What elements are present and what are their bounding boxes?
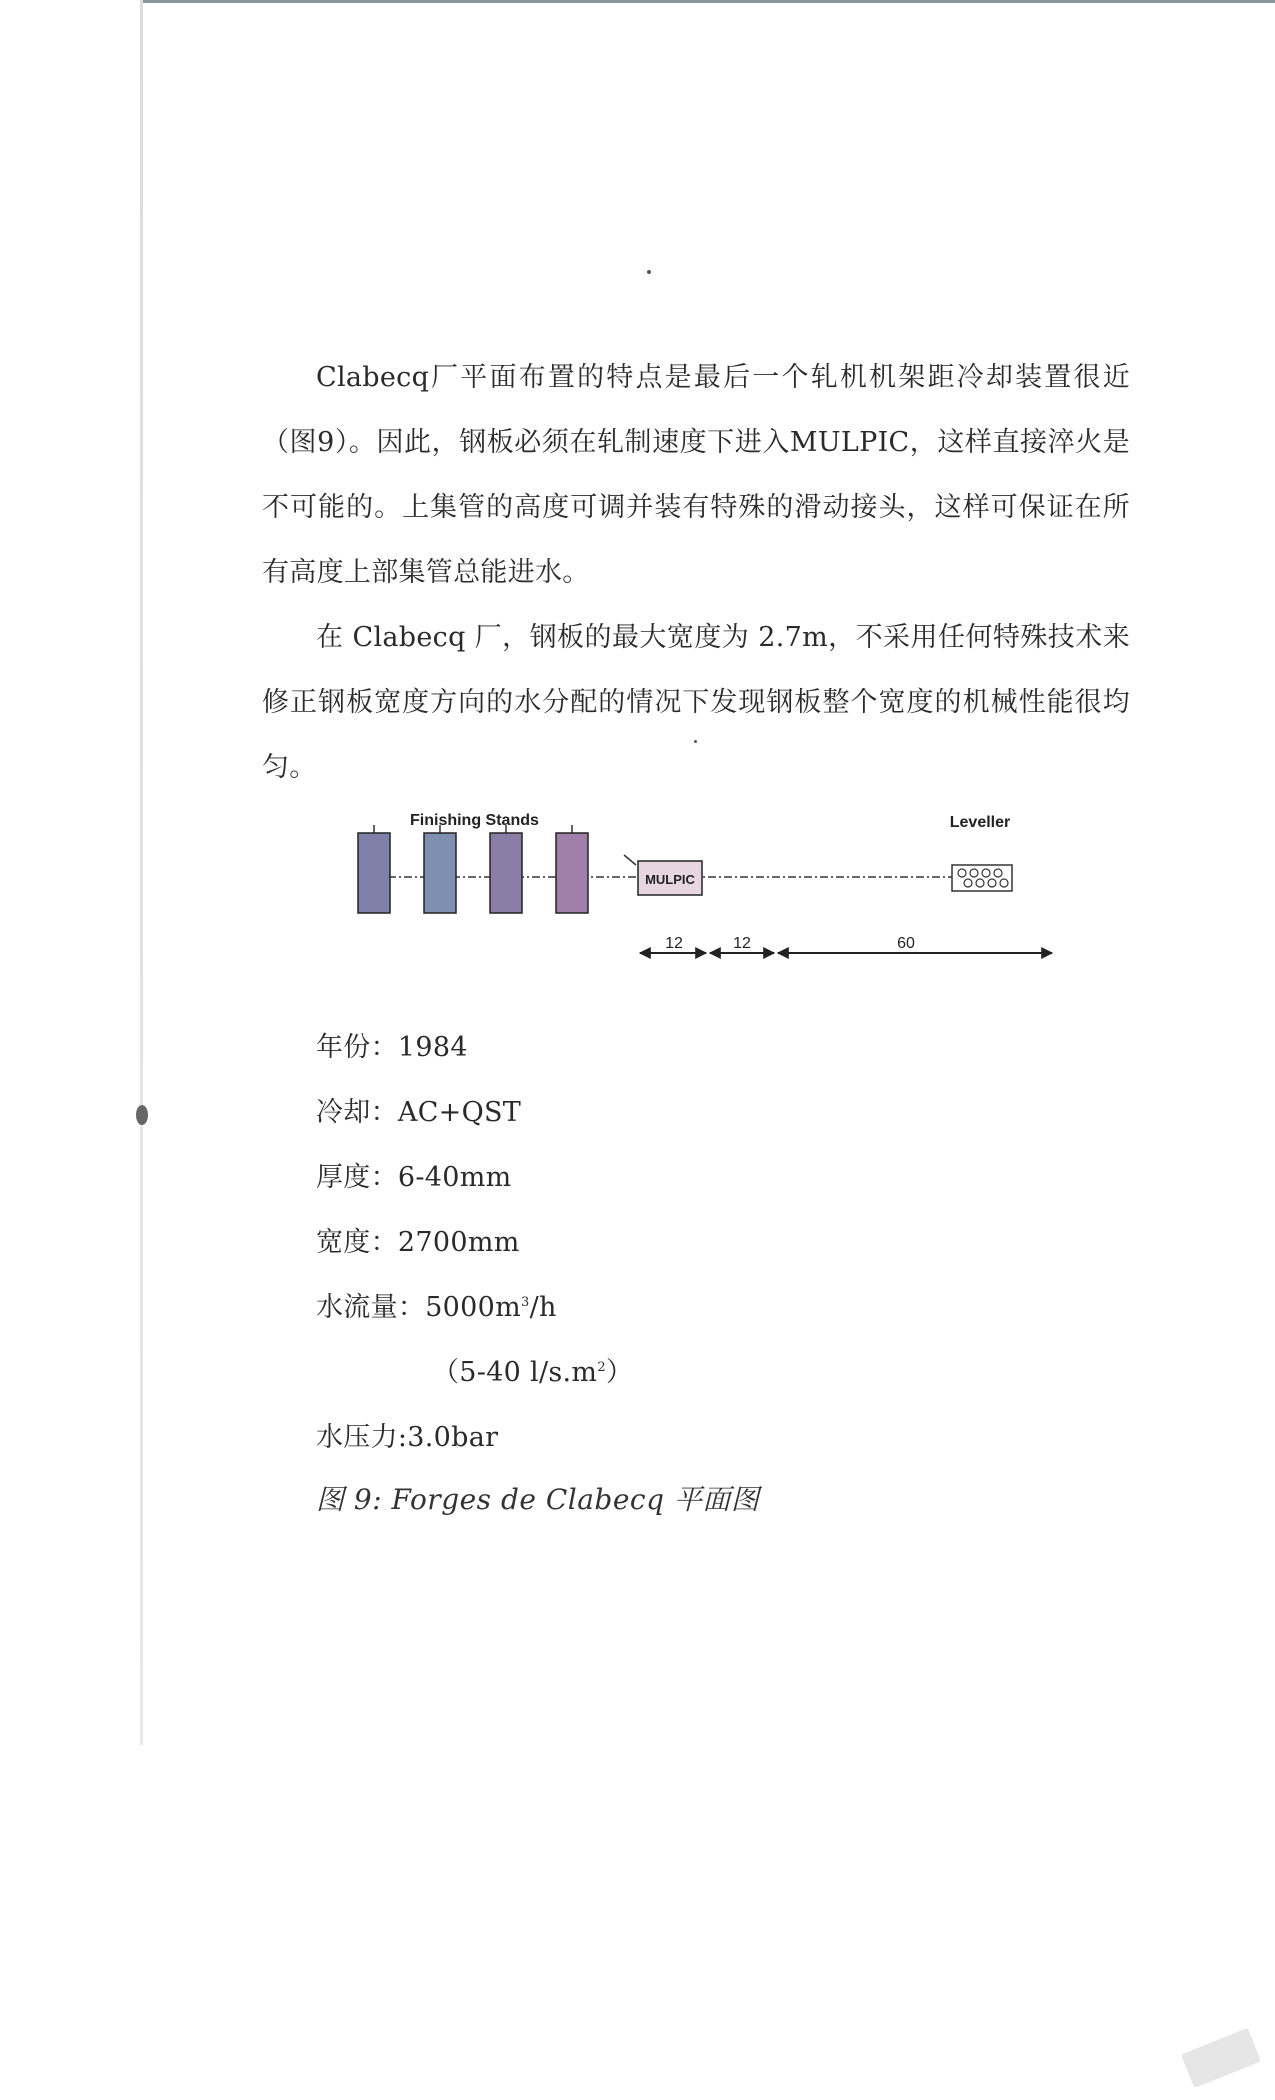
mulpic-label: MULPIC (645, 872, 695, 887)
scan-top-rule (140, 0, 1275, 3)
clabecq-layout-diagram (340, 805, 1070, 975)
scan-speck (136, 1105, 148, 1125)
dimension-label: 12 (733, 935, 751, 952)
dimension-label: 12 (665, 935, 683, 952)
finishing-stand (424, 825, 456, 913)
spec-year: 年份：1984 (316, 1032, 468, 1063)
scan-left-edge (140, 0, 143, 1745)
spec-flow-exponent: 3 (521, 1295, 530, 1310)
spec-flow-range (432, 1350, 633, 1389)
paragraph-width: 在 Clabecq 厂，钢板的最大宽度为 2.7m，不采用任何特殊技术来修正钢板宽度方向的水分配的情况下发现钢板整个宽度的机械性能很均匀。 (262, 622, 1130, 783)
spec-flow-unit: /h (529, 1292, 557, 1323)
leveller-unit (952, 865, 1012, 891)
dimension-label: 60 (897, 935, 915, 952)
spec-width: 宽度：2700mm (316, 1227, 520, 1258)
paragraph-layout: Clabecq厂平面布置的特点是最后一个轧机机架距冷却装置很近（图9）。因此，钢板必须在轧制速度下进入MULPIC，这样直接淬火是不可能的。上集管的高度可调并装有特殊的滑动接头，这样可保证在所有高度上部集管总能进水。 (262, 362, 1130, 588)
figure-caption: 图 9: Forges de Clabecq 平面图 (316, 1483, 760, 1516)
spec-pressure: 水压力:3.0bar (316, 1422, 499, 1453)
scan-speck (647, 270, 651, 274)
spec-flow-range-exponent: 2 (597, 1360, 606, 1375)
finishing-stands-label: Finishing Stands (410, 812, 539, 829)
finishing-stand (490, 825, 522, 913)
leveller-label: Leveller (949, 814, 1011, 831)
mulpic-pointer (624, 855, 636, 865)
mulpic-unit (638, 861, 702, 895)
watermark-logo (1181, 2028, 1261, 2088)
spec-flow-range-value: （5-40 l/s.m (432, 1357, 598, 1388)
spec-flow-range-close: ） (605, 1357, 634, 1388)
finishing-stand (556, 825, 588, 913)
spec-flow-value: 水流量：5000m (316, 1292, 522, 1323)
finishing-stand (358, 825, 390, 913)
spec-cooling: 冷却：AC+QST (316, 1097, 522, 1128)
spec-thickness: 厚度：6-40mm (316, 1162, 512, 1193)
spec-flow (316, 1285, 557, 1324)
